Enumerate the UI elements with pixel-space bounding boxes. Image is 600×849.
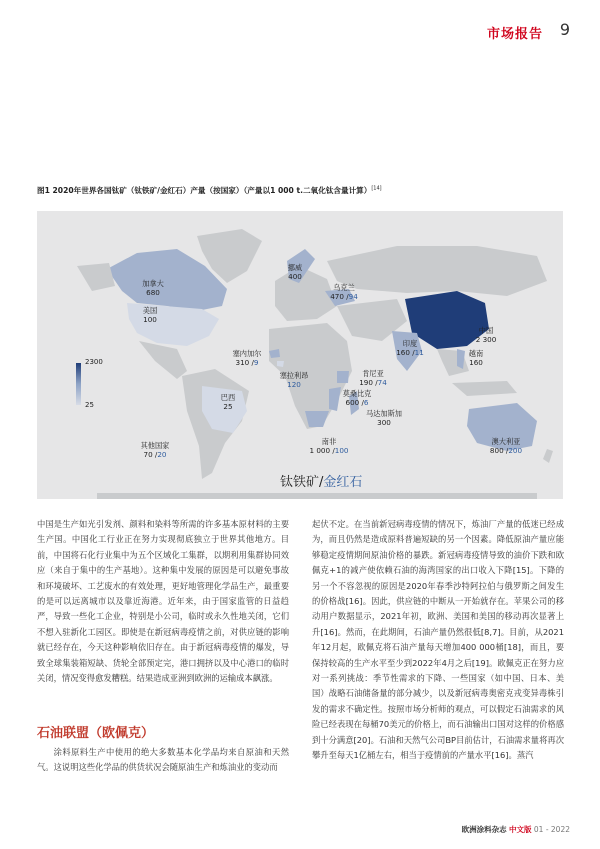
usa-shape (127, 303, 219, 346)
russia-shape (327, 246, 547, 296)
alaska-shape (77, 263, 115, 291)
label-south-africa: 南非 1 000 /100 (309, 437, 349, 455)
label-ukraine: 乌克兰 470 /94 (330, 283, 358, 301)
label-usa: 美国 100 (142, 306, 158, 324)
label-brazil: 巴西 25 (220, 393, 236, 411)
label-madagascar: 马达加斯加 300 (366, 409, 402, 427)
mexico-shape (139, 341, 187, 379)
page-number: 9 (559, 20, 570, 39)
mozambique-shape (329, 387, 341, 411)
label-other-countries: 其他国家 70 /20 (140, 441, 170, 459)
legend-gradient (76, 363, 81, 405)
antarctica-shape (97, 493, 537, 499)
body-paragraph: 涂料原料生产中使用的绝大多数基本化学品均来自原油和天然气。这说明这些化学品的供货状况会随原油生产和炼油业的变动而 (37, 747, 289, 773)
footer-edition: 中文版 (509, 825, 532, 834)
legend-max: 2300 (85, 358, 103, 366)
footer-issue: 01 - 2022 (533, 825, 570, 834)
label-mozambique: 莫桑比克 600 /6 (342, 389, 372, 407)
kenya-shape (337, 371, 349, 383)
legend-min: 25 (85, 401, 94, 409)
label-india: 印度 160 /11 (396, 339, 424, 357)
label-canada: 加拿大 680 (142, 279, 164, 297)
body-column-left-lower (37, 745, 289, 776)
section-title: 石油联盟（欧佩克） (37, 726, 155, 741)
label-australia: 澳大利亚 800 /200 (489, 437, 523, 455)
section-header: 市场报告 (486, 27, 543, 42)
body-paragraph: 起伏不定。在当前新冠病毒疫情的情况下，炼油厂产量的低迷已经成为，而且仍然是造成原料普遍短缺的另一个因素。降低原油产量应能够稳定疫情期间原油价格的暴跌。新冠病毒疫情导致的油价下跌和欧佩克+1的减产使依赖石油的海湾国家的出口收入下降[15]。下降的另一个不容忽视的原因是2020年春季沙特阿拉伯与俄罗斯之间发生的价格战[16]。因此，供应链的中断从一开始就存在。苹果公司的移动用户数据显示，2021年初，欧洲、美国和美国的移动再次显著上升[16]。然而，在此期间，石油产量仍然很低[8,7]。目前，从2021年12月起，欧佩克将石油产量每天增加400 000桶[18]，而且，要保持较高的生产水平至少到2022年4月之后[19]。欧佩克正在努力应对一系列挑战：季节性需求的下降、一些国家（如中国、日本、美国）战略石油储备量的部分减少，以及新冠病毒奥密克戎变异毒株引发的需求不确定性。按照市场分析师的观点，可以假定石油需求的风险已经表现在每桶70美元的价格上，而石油输出口国对这样的价格感到十分满意[20]。石油和天然气公司BP目前估计，石油需求量将再次攀升至每天1亿桶左右，相当于疫情前的产量水平[16]。蒸汽 (312, 519, 564, 761)
caption-reference: [14] (371, 185, 382, 192)
south-africa-shape (305, 411, 329, 427)
label-vietnam: 越南 160 (468, 349, 484, 367)
world-map (37, 211, 563, 499)
label-norway: 挪威 400 (287, 263, 303, 281)
label-sierra-leone: 塞拉利昂 120 (279, 371, 309, 389)
label-china: 中国 2 300 (475, 326, 497, 344)
body-paragraph: 中国是生产如光引发剂、颜料和染料等所需的许多基本原材料的主要生产国。中国化工行业正在努力实现彻底独立于世界其他地方。目前，中国将石化行业集中为五个区域化工集群，以期利用集群协同效应（来自于集中的生产基地）。这种集中发展的原因是可以避免事故和环境破坏、工艺废水的有效处理，更好地管理化学品生产，最重要的是可以远离城市以及靠近海港。近年来，由于国家监管的日益趋严，导致一些化工企业，特别是小公司，临时或永久性地关闭，它们不想入驻新化工园区。即使是在新冠病毒疫情之前，对供应链的影响就已经存在，今天这种影响依旧存在。由于新冠病毒疫情的爆发，导致全球集装箱短缺、货轮全部预定完，港口拥挤以及中心港口的临时关闭，情况变得愈发糟糕。结果造成亚洲到欧洲的运输成本飙涨。 (37, 519, 289, 684)
indonesia-shape (452, 381, 517, 396)
map-title: 钛铁矿/金红石 (280, 475, 363, 490)
footer (462, 824, 570, 835)
body-column-right (312, 517, 564, 764)
figure-caption: 图1 2020年世界各国钛矿（钛铁矿/金红石）产量（按国家）（产量以1 000 t.二氧化钛含量计算）[14] (37, 185, 382, 195)
label-senegal: 塞内加尔 310 /9 (232, 349, 262, 367)
sierra-leone-shape (277, 361, 284, 367)
label-kenya: 肯尼亚 190 /74 (359, 369, 387, 387)
world-map-graphic (37, 211, 563, 499)
footer-magazine: 欧洲涂料杂志 (461, 825, 507, 834)
body-column-left (37, 517, 289, 686)
new-zealand-shape (543, 449, 553, 463)
